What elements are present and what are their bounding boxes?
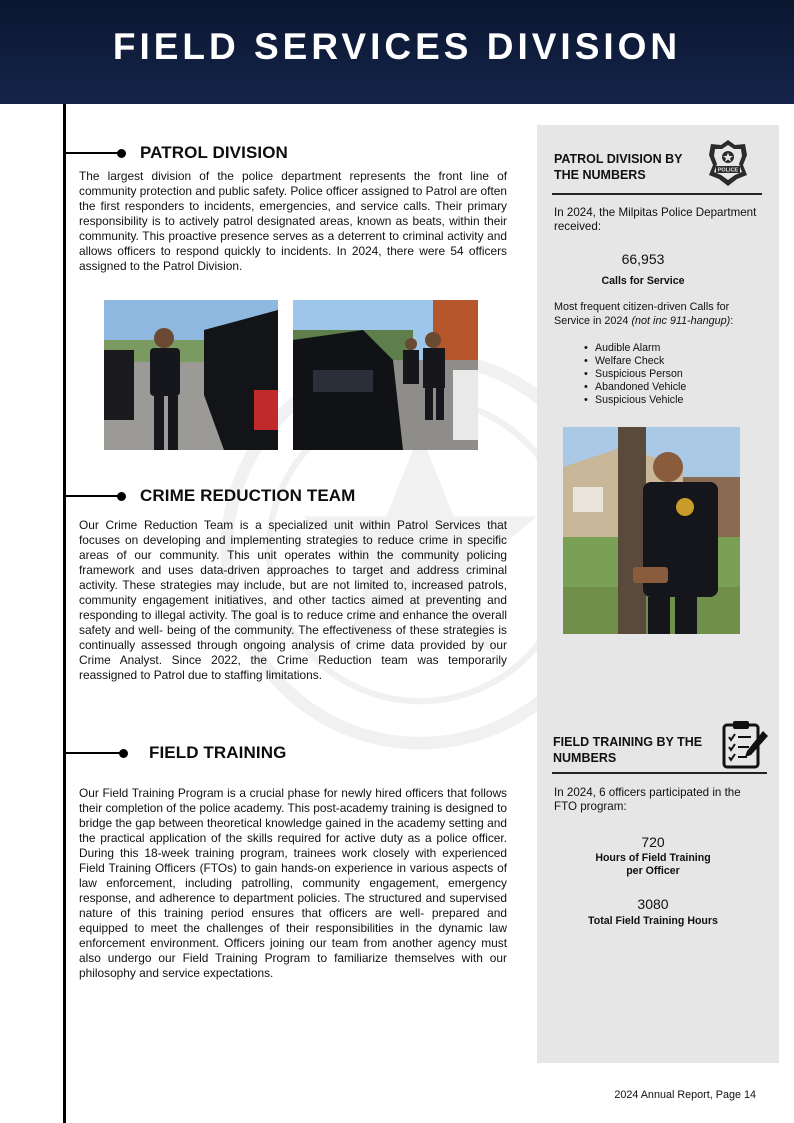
frequent-calls-note: (not inc 911-hangup) — [631, 315, 731, 327]
crt-title: CRIME REDUCTION TEAM — [140, 486, 356, 505]
timeline-line — [63, 104, 66, 1123]
training-numbers-intro: In 2024, 6 officers participated in the FTO program: — [554, 786, 741, 813]
patrol-numbers-rule — [552, 193, 762, 195]
heading-dot — [117, 149, 126, 158]
svg-text:POLICE: POLICE — [717, 167, 739, 174]
patrol-title: PATROL DIVISION — [140, 143, 288, 162]
heading-connector — [66, 752, 120, 754]
list-item: • Abandoned Vehicle — [584, 381, 686, 394]
hours-per-officer-value: 720 — [641, 834, 665, 850]
field-training-section-heading — [66, 743, 286, 763]
page-header — [0, 0, 794, 104]
heading-connector — [66, 495, 118, 497]
frequent-calls-intro — [554, 300, 759, 328]
total-hours-label: Total Field Training Hours — [588, 915, 718, 927]
patrol-body: The largest division of the police department represents the front line of community protection and public safety. Police officer assigned to Patrol are often the first responders to incidents, emergencies, and service calls. Their primary responsibility is to actively patrol designated areas, known as beats, within their community. This proactive presence serves as a deterrent to criminal activity and allows officers to respond quickly to incidents. In 2024, there were 54 officers assigned to the Patrol Division. — [79, 169, 507, 273]
frequent-calls-list — [584, 342, 686, 407]
frequent-calls-intro-text: Most frequent citizen-driven Calls for Service in 2024 — [554, 301, 730, 327]
calls-for-service-label: Calls for Service — [601, 275, 685, 287]
hours-per-officer-label-1: Hours of Field Training — [595, 852, 711, 864]
list-item: • Audible Alarm — [584, 342, 686, 355]
crt-body: Our Crime Reduction Team is a specialized unit within Patrol Services that focuses on developing and implementing strategies to reduce crime in specific areas of our community. This unit operates within the community policing framework and uses data-driven approaches to target and address criminal activity. These strategies may include, but are not limited to, increased patrols, community engagement initiatives, and other tactics aimed at preventing and responding to illegal activity. The goal is to reduce crime and enhance the overall safety and well- being of the community. The effectiveness of these strategies is continually assessed through ongoing analysis of crime data provided by our Crime Analyst. Since 2022, the Crime Reduction team was temporarily reassigned to Patrol due to staffing limitations. — [79, 518, 507, 682]
patrol-numbers-heading: PATROL DIVISION BY THE NUMBERS — [554, 152, 683, 182]
list-item: • Welfare Check — [584, 355, 686, 368]
list-item: • Suspicious Person — [584, 368, 686, 381]
police-badge-icon — [707, 139, 749, 187]
training-numbers-heading: FIELD TRAINING BY THE NUMBERS — [553, 735, 703, 765]
calls-for-service-value: 66,953 — [621, 251, 665, 267]
hours-per-officer-label-2: per Officer — [626, 865, 680, 877]
patrol-photo-2 — [293, 300, 478, 450]
sergeant-photo — [563, 427, 740, 634]
total-hours-value: 3080 — [637, 896, 669, 912]
heading-connector — [66, 152, 118, 154]
crt-section-heading — [66, 486, 355, 506]
patrol-section-heading — [66, 143, 288, 163]
patrol-numbers-intro: In 2024, the Milpitas Police Department received: — [554, 206, 757, 233]
training-numbers-rule — [552, 772, 767, 774]
page-footer: 2024 Annual Report, Page 14 — [614, 1089, 756, 1101]
frequent-calls-colon: : — [730, 315, 734, 327]
clipboard-checklist-icon — [721, 719, 769, 769]
field-training-body: Our Field Training Program is a crucial phase for newly hired officers that follows their completion of the police academy. This post-academy training is designed to bridge the gap between theoretical knowledge gained in the academy setting and the practical application of the skills required for active duty as a police officer. During this 18-week training program, trainees work closely with experienced Field Training Officers (FTOs) to gain hands-on experience in various aspects of law enforcement, including patrolling, community engagement, emergency response, and adherence to department policies. The structured and supervised nature of this training period ensures that officers are well- prepared and equipped to meet the challenges of their responsibilities in the dynamic law enforcement environment. Officers joining our team from another agency must also undergo our Field Training Program to familiarize themselves with our philosophy and service expectations. — [79, 786, 507, 980]
field-training-title: FIELD TRAINING — [149, 743, 287, 762]
list-item: • Suspicious Vehicle — [584, 394, 686, 407]
page-title: FIELD SERVICES DIVISION — [112, 26, 682, 67]
heading-dot — [117, 492, 126, 501]
heading-dot — [119, 749, 128, 758]
patrol-photo-1 — [104, 300, 278, 450]
